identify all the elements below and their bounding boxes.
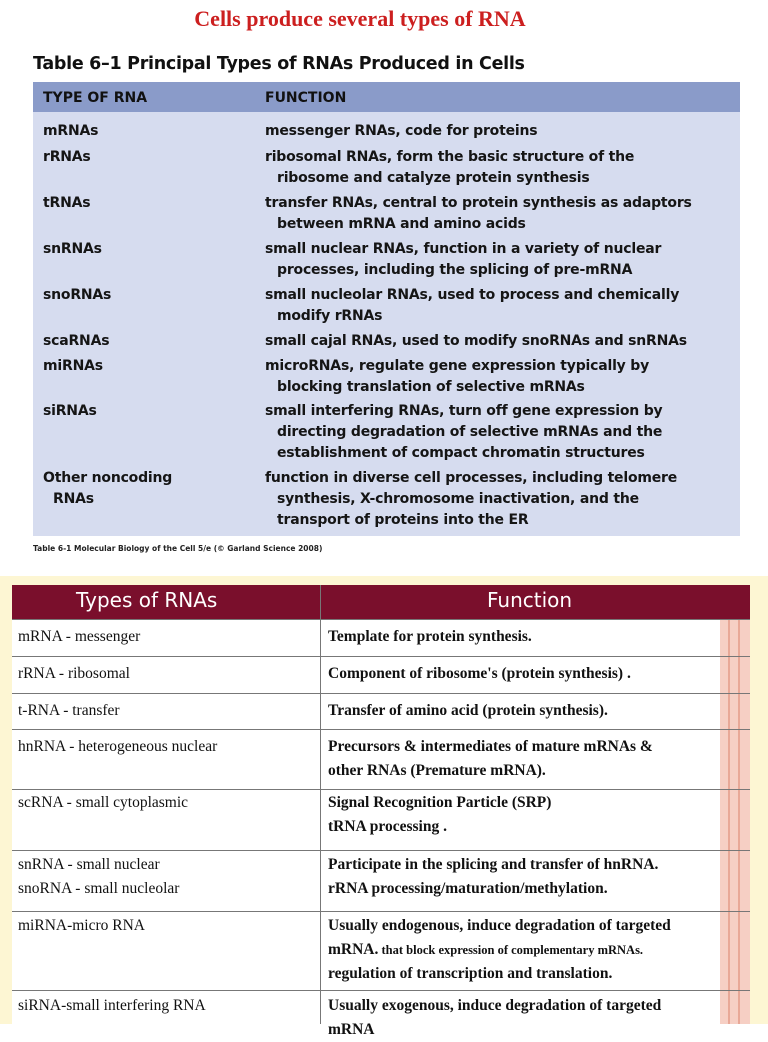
header-types: Types of RNAs: [76, 588, 218, 612]
row-type: rRNA - ribosomal: [18, 665, 130, 682]
row-function: small nucleolar RNAs, used to process and chemically modify rRNAs: [265, 287, 680, 324]
row-function: Participate in the splicing and transfer of hnRNA. rRNA processing/maturation/methylation.: [328, 856, 659, 897]
row-divider: [12, 656, 750, 657]
row-function: ribosomal RNAs, form the basic structure of the ribosome and catalyze protein synthesis: [265, 149, 635, 186]
row-type: mRNAs: [43, 123, 99, 139]
row-type: miRNAs: [43, 358, 103, 374]
row-function: Signal Recognition Particle (SRP) tRNA processing .: [328, 794, 552, 835]
row-type: scRNA - small cytoplasmic: [18, 794, 189, 811]
row-function: Usually endogenous, induce degradation of targeted mRNA. that block expression of complementary mRNAs. regulation of transcription and translation.: [328, 917, 671, 982]
row-type: snRNA - small nuclear snoRNA - small nucleolar: [18, 856, 180, 897]
row-divider: [12, 619, 750, 620]
row-function: Transfer of amino acid (protein synthesis).: [328, 702, 608, 719]
row-divider: [12, 729, 750, 730]
row-type: Other noncoding RNAs: [43, 470, 173, 507]
row-function: function in diverse cell processes, including telomere synthesis, X-chromosome inactivation, and the transport of proteins into the ER: [265, 470, 678, 528]
row-type: rRNAs: [43, 149, 91, 165]
header-function: FUNCTION: [265, 90, 347, 106]
row-divider: [12, 693, 750, 694]
row-type: scaRNAs: [43, 333, 110, 349]
row-function: Component of ribosome's (protein synthesis) .: [328, 665, 631, 682]
row-divider: [12, 789, 750, 790]
row-type: siRNAs: [43, 403, 97, 419]
rna-functions-table: [12, 585, 750, 1038]
table1-credit: Table 6-1 Molecular Biology of the Cell 5/e (© Garland Science 2008): [33, 544, 323, 553]
header-type: TYPE OF RNA: [43, 90, 148, 106]
row-type: snRNAs: [43, 241, 102, 257]
row-divider: [12, 911, 750, 912]
row-type: snoRNAs: [43, 287, 112, 303]
row-function: Precursors & intermediates of mature mRNAs & other RNAs (Premature mRNA).: [328, 738, 653, 779]
row-function: microRNAs, regulate gene expression typically by blocking translation of selective mRNAs: [265, 358, 650, 395]
row-function: small interfering RNAs, turn off gene expression by directing degradation of selective mRNAs and the establishment of compact chromatin structures: [265, 403, 663, 461]
row-type: t-RNA - transfer: [18, 702, 120, 719]
row-divider: [12, 850, 750, 851]
row-type: mRNA - messenger: [18, 628, 141, 645]
row-type: siRNA-small interfering RNA: [18, 997, 206, 1014]
slide-title: Cells produce several types of RNA: [194, 6, 526, 31]
row-type: miRNA-micro RNA: [18, 917, 146, 934]
table1-title: Table 6–1 Principal Types of RNAs Produced in Cells: [33, 54, 525, 74]
row-divider: [12, 990, 750, 991]
table1-header: [33, 82, 740, 112]
row-type: hnRNA - heterogeneous nuclear: [18, 738, 218, 755]
row-function: transfer RNAs, central to protein synthesis as adaptors between mRNA and amino acids: [265, 195, 692, 232]
row-function: small cajal RNAs, used to modify snoRNAs and snRNAs: [265, 333, 687, 349]
table2-header: [12, 585, 750, 619]
header-function: Function: [487, 588, 573, 612]
row-function: messenger RNAs, code for proteins: [265, 123, 538, 139]
column-divider: [320, 585, 321, 1024]
row-type: tRNAs: [43, 195, 91, 211]
row-function: Template for protein synthesis.: [328, 628, 532, 645]
row-function: Usually exogenous, induce degradation of targeted mRNA: [328, 997, 662, 1038]
rna-types-table: [33, 82, 740, 536]
row-function: small nuclear RNAs, function in a variety of nuclear processes, including the splicing of pre-mRNA: [265, 241, 662, 278]
